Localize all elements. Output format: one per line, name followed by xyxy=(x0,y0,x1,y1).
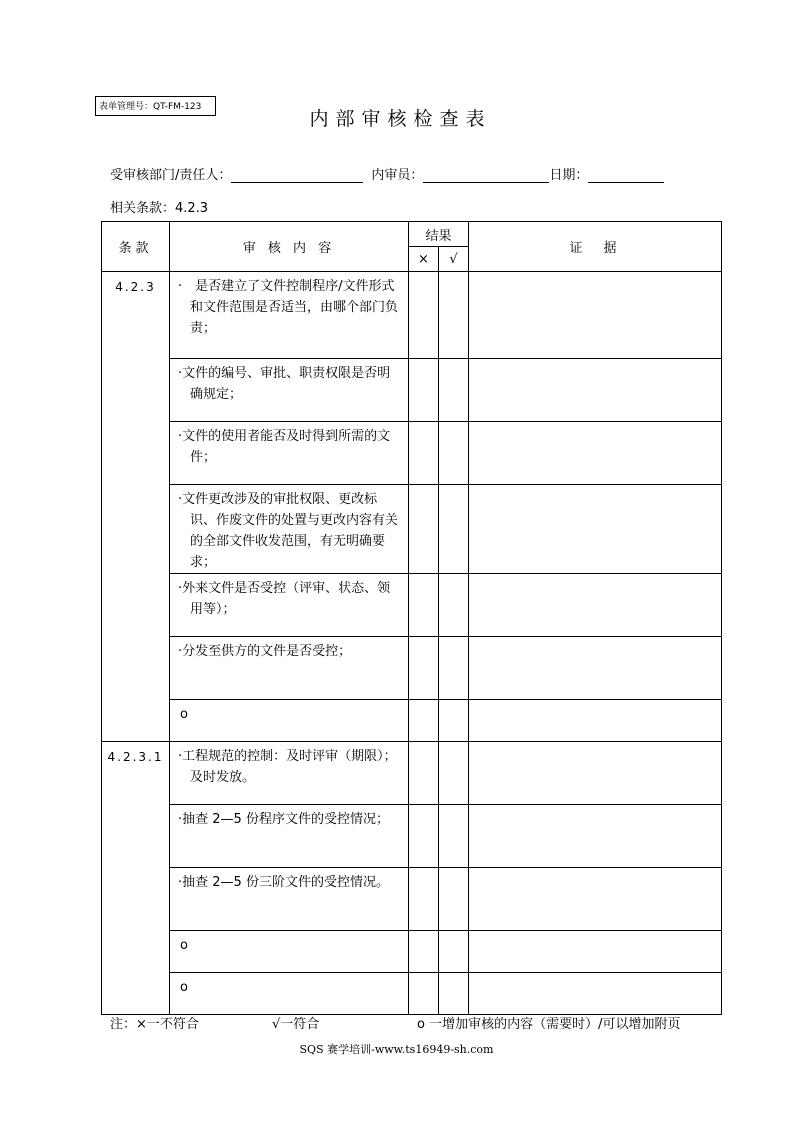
audit-item xyxy=(170,574,409,637)
evidence-cell[interactable] xyxy=(469,868,722,931)
audit-item-text: ·抽查 2—5 份程序文件的受控情况； xyxy=(178,812,389,827)
nonconform-cell[interactable] xyxy=(409,272,439,359)
audit-item-text: ·文件的编号、审批、职责权限是否明确规定； xyxy=(178,366,391,402)
table-row xyxy=(102,805,722,868)
header-evidence: 证 据 xyxy=(469,222,722,272)
audit-item-text: · 是否建立了文件控制程序/文件形式和文件范围是否适当，由哪个部门负责； xyxy=(178,279,399,336)
evidence-cell[interactable] xyxy=(469,574,722,637)
table-row xyxy=(102,868,722,931)
audit-item-text: ·文件更改涉及的审批权限、更改标识、作废文件的处置与更改内容有关的全部文件收发范围，有无明确要求； xyxy=(178,492,399,570)
form-id-box: 表单管理号：QT-FM-123 xyxy=(95,96,216,116)
conform-cell[interactable] xyxy=(439,359,469,422)
audit-item-text: ·文件的使用者能否及时得到所需的文件； xyxy=(178,429,391,465)
dept-blank xyxy=(231,168,363,183)
nonconform-cell[interactable] xyxy=(409,422,439,485)
evidence-cell[interactable] xyxy=(469,931,722,973)
date-blank xyxy=(588,168,664,183)
nonconform-cell[interactable] xyxy=(409,742,439,805)
audit-item-text: ·分发至供方的文件是否受控； xyxy=(178,644,352,659)
audit-item-text: ·抽查 2—5 份三阶文件的受控情况。 xyxy=(178,875,389,890)
table-row xyxy=(102,272,722,359)
audit-item xyxy=(170,272,409,359)
nonconform-cell[interactable] xyxy=(409,574,439,637)
evidence-cell[interactable] xyxy=(469,973,722,1015)
dept-label: 受审核部门/责任人： xyxy=(110,168,232,183)
clause-cell: 4.2.3.1 xyxy=(102,742,170,1015)
conform-cell[interactable] xyxy=(439,700,469,742)
conform-cell[interactable] xyxy=(439,973,469,1015)
added-item-marker: o xyxy=(180,707,188,722)
audit-item-text: ·工程规范的控制：及时评审（期限）；及时发放。 xyxy=(178,749,397,785)
nonconform-cell[interactable] xyxy=(409,359,439,422)
added-item-marker: o xyxy=(180,938,188,953)
audit-item xyxy=(170,868,409,931)
evidence-cell[interactable] xyxy=(469,700,722,742)
header-content: 审 核 内 容 xyxy=(170,222,409,272)
table-row xyxy=(102,359,722,422)
conform-cell[interactable] xyxy=(439,742,469,805)
nonconform-cell[interactable] xyxy=(409,485,439,574)
conform-cell[interactable] xyxy=(439,637,469,700)
header-clause: 条款 xyxy=(102,222,170,272)
audit-item xyxy=(170,637,409,700)
table-row xyxy=(102,637,722,700)
table-row xyxy=(102,700,722,742)
conform-cell[interactable] xyxy=(439,805,469,868)
header-conform: √ xyxy=(439,247,469,272)
audit-item xyxy=(170,805,409,868)
evidence-cell[interactable] xyxy=(469,485,722,574)
added-item-marker: o xyxy=(180,980,188,995)
audit-item xyxy=(170,931,409,973)
clause-reference: 相关条款：4.2.3 xyxy=(110,201,209,216)
nonconform-cell[interactable] xyxy=(409,637,439,700)
conform-cell[interactable] xyxy=(439,422,469,485)
audit-item xyxy=(170,359,409,422)
nonconform-cell[interactable] xyxy=(409,700,439,742)
auditor-label: 内审员： xyxy=(371,168,424,183)
legend-note xyxy=(110,1013,730,1031)
info-line xyxy=(110,165,664,183)
audit-item xyxy=(170,485,409,574)
table-row xyxy=(102,574,722,637)
clause-cell: 4.2.3 xyxy=(102,272,170,742)
conform-cell[interactable] xyxy=(439,931,469,973)
audit-item xyxy=(170,700,409,742)
evidence-cell[interactable] xyxy=(469,637,722,700)
conform-cell[interactable] xyxy=(439,272,469,359)
nonconform-cell[interactable] xyxy=(409,931,439,973)
date-label: 日期： xyxy=(549,168,589,183)
audit-item xyxy=(170,973,409,1015)
audit-item xyxy=(170,742,409,805)
evidence-cell[interactable] xyxy=(469,742,722,805)
nonconform-cell[interactable] xyxy=(409,868,439,931)
audit-item-text: ·外来文件是否受控（评审、状态、领用等）； xyxy=(178,581,391,617)
evidence-cell[interactable] xyxy=(469,359,722,422)
table-row xyxy=(102,742,722,805)
audit-table xyxy=(101,221,722,1015)
legend-added: o 一增加审核的内容（需要时）/可以增加附页 xyxy=(417,1017,681,1032)
evidence-cell[interactable] xyxy=(469,422,722,485)
footer-text: SQS 赛学培训-www.ts16949-sh.com xyxy=(299,1043,494,1056)
table-row xyxy=(102,485,722,574)
conform-cell[interactable] xyxy=(439,868,469,931)
nonconform-cell[interactable] xyxy=(409,805,439,868)
legend-conform: √一符合 xyxy=(272,1017,320,1032)
auditor-blank xyxy=(423,168,549,183)
evidence-cell[interactable] xyxy=(469,805,722,868)
table-row xyxy=(102,931,722,973)
table-row xyxy=(102,973,722,1015)
nonconform-cell[interactable] xyxy=(409,973,439,1015)
table-row xyxy=(102,422,722,485)
conform-cell[interactable] xyxy=(439,574,469,637)
legend-nonconform: 注：×一不符合 xyxy=(110,1017,199,1032)
conform-cell[interactable] xyxy=(439,485,469,574)
audit-item xyxy=(170,422,409,485)
evidence-cell[interactable] xyxy=(469,272,722,359)
header-result: 结果 xyxy=(409,222,469,247)
page-title: 内部审核检查表 xyxy=(309,108,492,130)
header-nonconform: × xyxy=(409,247,439,272)
